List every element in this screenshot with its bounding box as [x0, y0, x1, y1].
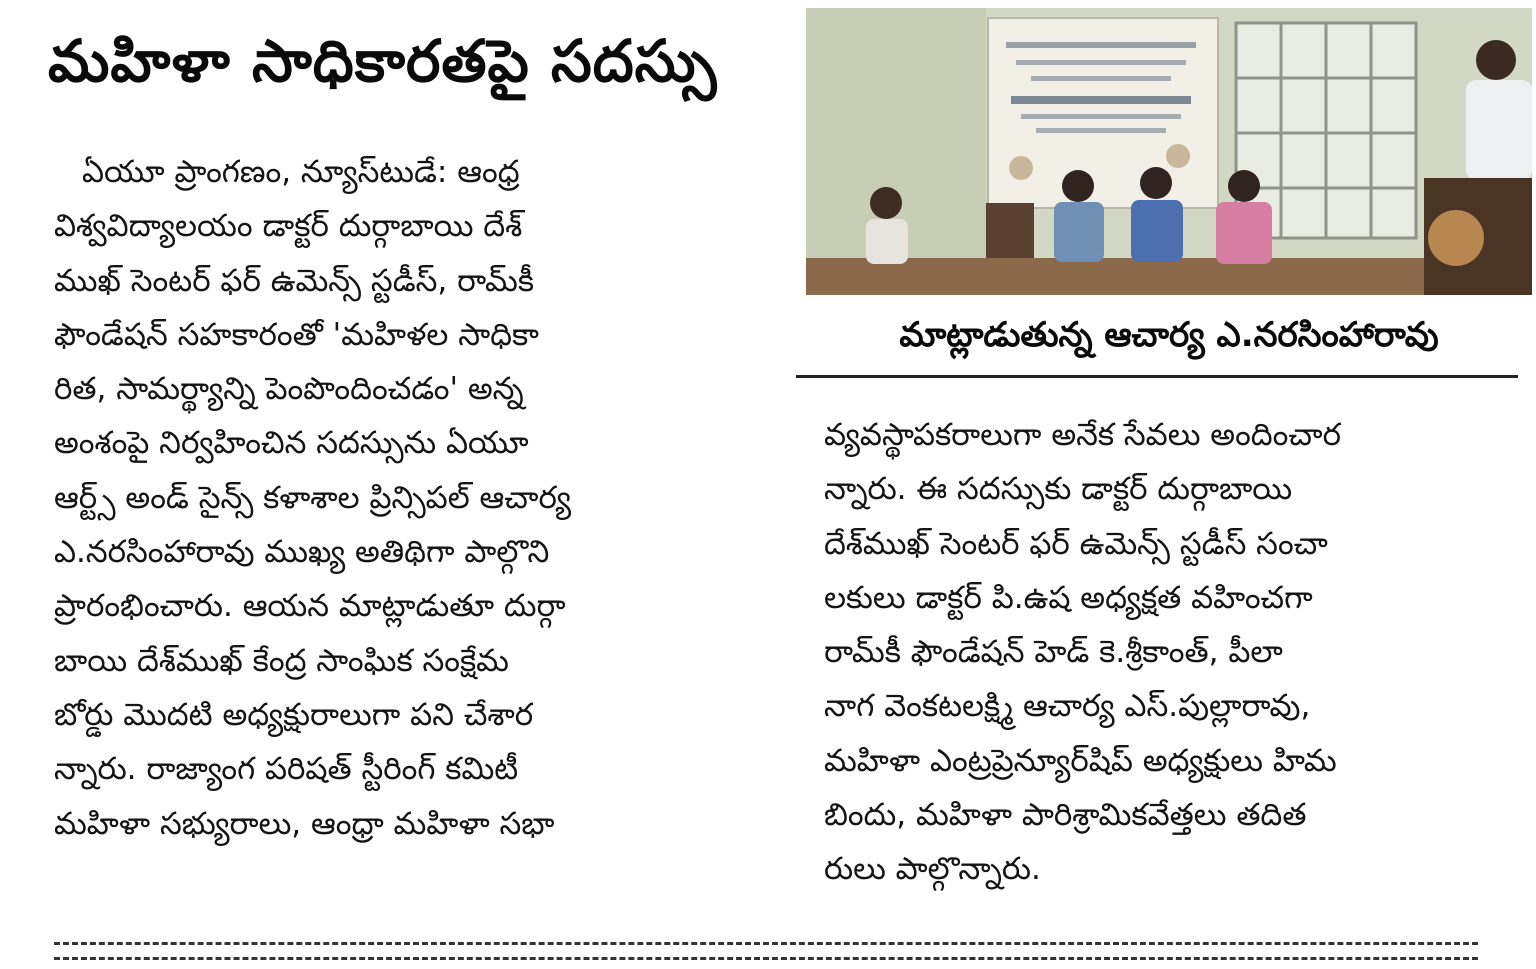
article-line: ఆర్ట్స్ అండ్ సైన్స్ కళాశాల ప్రిన్సిపల్ ఆచార్య: [54, 479, 572, 516]
article-line: ఎ.నరసింహారావు ముఖ్య అతిథిగా పాల్గొని: [54, 534, 550, 571]
article-line: మహిళా సభ్యురాలు, ఆంధ్రా మహిళా సభా: [54, 805, 555, 842]
article-line: నాగ వెంకటలక్ష్మి ఆచార్య ఎస్.పుల్లారావు,: [824, 688, 1311, 725]
seminar-photo: [806, 8, 1532, 295]
article-line: న్నారు. రాజ్యాంగ పరిషత్ స్టీరింగ్ కమిటీ: [54, 751, 519, 788]
photo-illustration: [806, 8, 1532, 295]
headline: మహిళా సాధికారతపై సదస్సు: [48, 27, 718, 95]
caption-divider: [796, 375, 1518, 378]
article-line: ముఖ్ సెంటర్ ఫర్ ఉమెన్స్ స్టడీస్, రామ్‌కీ: [54, 262, 535, 299]
article-line: ఏయూ ప్రాంగణం, న్యూస్‌టుడే: ఆంధ్ర: [82, 154, 520, 190]
article-line: బిందు, మహిళా పారిశ్రామికవేత్తలు తదిత: [824, 797, 1307, 834]
photo-caption: మాట్లాడుతున్న ఆచార్య ఎ.నరసింహారావు: [899, 315, 1439, 355]
bottom-divider: [54, 957, 1478, 960]
article-line: బోర్డు మొదటి అధ్యక్షురాలుగా పని చేశార: [54, 696, 534, 733]
article-line: ప్రారంభించారు. ఆయన మాట్లాడుతూ దుర్గా: [54, 588, 566, 625]
article-line: విశ్వవిద్యాలయం డాక్టర్ దుర్గాబాయి దేశ్: [54, 208, 523, 245]
article-line: రామ్‌కీ ఫౌండేషన్ హెడ్ కె.శ్రీకాంత్, పీలా: [824, 634, 1283, 671]
article-line: ఫౌండేషన్ సహకారంతో 'మహిళల సాధికా: [54, 316, 539, 353]
article-column-right: [824, 408, 1504, 897]
article-line: దేశ్‌ముఖ్ సెంటర్ ఫర్ ఉమెన్స్ స్టడీస్ సంచా: [824, 525, 1328, 562]
article-line: రిత, సామర్థ్యాన్ని పెంపొందించడం' అన్న: [54, 371, 524, 408]
article-line: అంశంపై నిర్వహించిన సదస్సును ఏయూ: [54, 425, 529, 462]
article-line: వ్యవస్థాపకరాలుగా అనేక సేవలు అందించార: [824, 417, 1341, 453]
article-line: లకులు డాక్టర్ పి.ఉష అధ్యక్షత వహించగా: [824, 579, 1313, 616]
article-column-left: [54, 145, 754, 851]
bottom-divider: [54, 942, 1478, 945]
article-line: బాయి దేశ్‌ముఖ్ కేంద్ర సాంఘిక సంక్షేమ: [54, 642, 509, 679]
article-line: న్నారు. ఈ సదస్సుకు డాక్టర్ దుర్గాబాయి: [824, 471, 1293, 508]
article-line: మహిళా ఎంట్రప్రెన్యూర్‌షిప్ అధ్యక్షులు హిమ: [824, 742, 1337, 779]
article-line: రులు పాల్గొన్నారు.: [824, 851, 1041, 888]
